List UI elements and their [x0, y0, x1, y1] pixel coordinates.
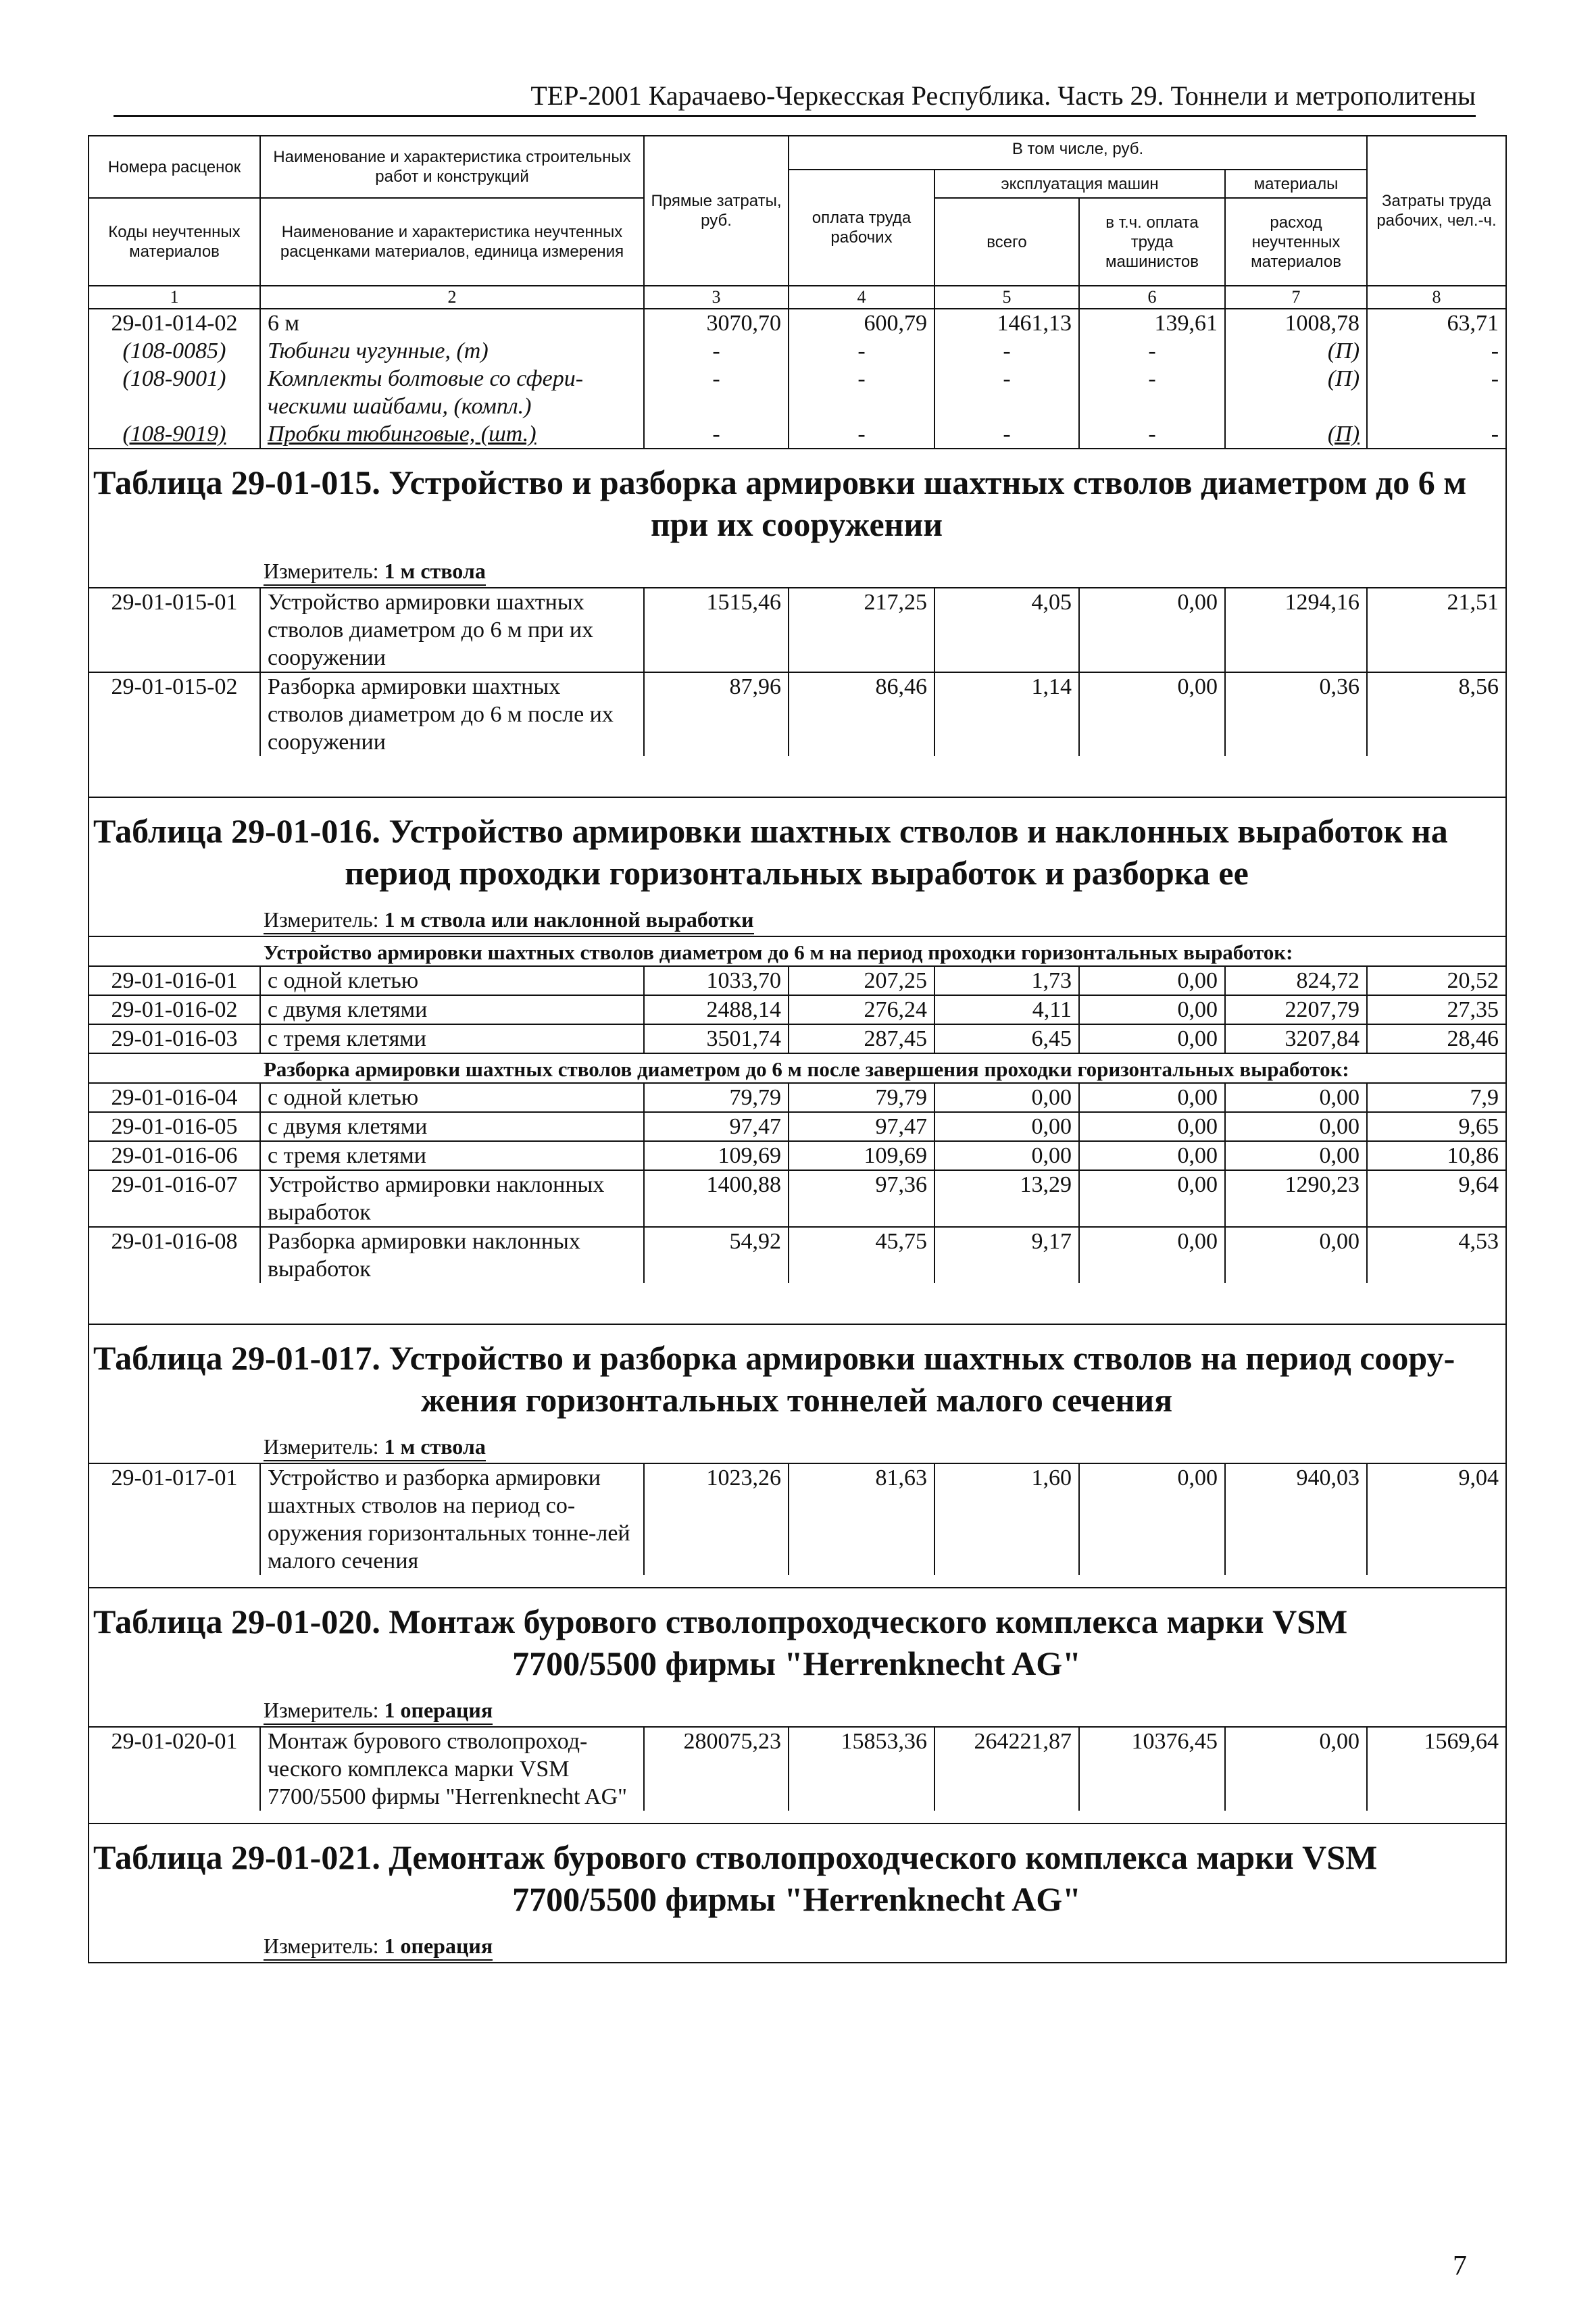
- row-materials: 2207,79: [1225, 995, 1367, 1024]
- row-labor-pay: 79,79: [789, 1083, 934, 1112]
- table-row: [89, 420, 1506, 449]
- row-direct: 280075,23: [644, 1727, 789, 1811]
- row-machines-labor: 0,00: [1079, 672, 1225, 756]
- title-line: Таблица 29-01-021. Демонтаж бурового стволопроходческого комплекса марки VSM: [93, 1838, 1378, 1876]
- table-row: [89, 1112, 1506, 1141]
- row-code: 29-01-015-01: [89, 588, 260, 672]
- row-materials: 1294,16: [1225, 588, 1367, 672]
- spacer: [89, 756, 1506, 797]
- row-direct: 3501,74: [644, 1024, 789, 1053]
- row-code: 29-01-016-06: [89, 1141, 260, 1170]
- row-labor-cost: 1569,64: [1367, 1727, 1506, 1811]
- row-machines-total: 0,00: [934, 1083, 1079, 1112]
- row-machines-total: -: [934, 420, 1079, 449]
- row-name: с одной клетью: [260, 966, 644, 995]
- row-machines-labor: 0,00: [1079, 966, 1225, 995]
- row-labor-pay: -: [789, 337, 934, 365]
- table-title-017: [89, 1324, 1506, 1430]
- row-labor-pay: 600,79: [789, 309, 934, 337]
- row-materials: (П): [1225, 365, 1367, 420]
- row-labor-cost: 7,9: [1367, 1083, 1506, 1112]
- row-labor-pay: 81,63: [789, 1463, 934, 1575]
- row-machines-total: -: [934, 337, 1079, 365]
- row-code: 29-01-016-04: [89, 1083, 260, 1112]
- row-labor-cost: 21,51: [1367, 588, 1506, 672]
- section-subheading: [89, 1053, 1506, 1083]
- row-code: 29-01-016-08: [89, 1227, 260, 1283]
- row-machines-total: 4,11: [934, 995, 1079, 1024]
- row-labor-pay: 45,75: [789, 1227, 934, 1283]
- subheading-text: Устройство армировки шахтных стволов диаметром до 6 м на период проходки горизонтальных выработок:: [89, 936, 1506, 966]
- row-machines-total: 1461,13: [934, 309, 1079, 337]
- row-name: с одной клетью: [260, 1083, 644, 1112]
- row-machines-total: 9,17: [934, 1227, 1079, 1283]
- row-machines-labor: 0,00: [1079, 1112, 1225, 1141]
- row-code: 29-01-020-01: [89, 1727, 260, 1811]
- price-table: [88, 135, 1507, 1963]
- row-machines-total: 264221,87: [934, 1727, 1079, 1811]
- title-line: при их сооружении: [650, 505, 943, 543]
- col-number: 2: [260, 286, 644, 309]
- row-machines-labor: 139,61: [1079, 309, 1225, 337]
- row-name: 6 м: [260, 309, 644, 337]
- head-codes: Номера расценок: [89, 136, 260, 198]
- row-direct: 109,69: [644, 1141, 789, 1170]
- row-labor-pay: 109,69: [789, 1141, 934, 1170]
- row-labor-pay: 207,25: [789, 966, 934, 995]
- table-title-020: [89, 1588, 1506, 1694]
- row-name: Устройство армировки наклонных выработок: [260, 1170, 644, 1227]
- row-name: Тюбинги чугунные, (т): [260, 337, 644, 365]
- row-code: 29-01-016-07: [89, 1170, 260, 1227]
- row-code: 29-01-016-03: [89, 1024, 260, 1053]
- row-materials: 1290,23: [1225, 1170, 1367, 1227]
- row-labor-cost: 9,64: [1367, 1170, 1506, 1227]
- row-direct: 79,79: [644, 1083, 789, 1112]
- table-title-016: [89, 797, 1506, 903]
- title-line: жения горизонтальных тоннелей малого сечения: [420, 1381, 1173, 1419]
- row-labor-cost: 28,46: [1367, 1024, 1506, 1053]
- row-code: 29-01-016-01: [89, 966, 260, 995]
- row-labor-cost: 63,71: [1367, 309, 1506, 337]
- measure-label: Измеритель:: [264, 559, 379, 583]
- title-line: Таблица 29-01-017. Устройство и разборка армировки шахтных стволов на период соору-: [93, 1339, 1455, 1377]
- row-materials: (П): [1225, 420, 1367, 449]
- title-line: Таблица 29-01-020. Монтаж бурового стволопроходческого комплекса марки VSM: [93, 1603, 1348, 1640]
- row-labor-cost: 8,56: [1367, 672, 1506, 756]
- title-line: 7700/5500 фирмы "Herrenknecht AG": [512, 1644, 1081, 1682]
- row-labor-pay: 276,24: [789, 995, 934, 1024]
- row-code: (108-0085): [89, 337, 260, 365]
- row-labor-pay: 86,46: [789, 672, 934, 756]
- row-direct: 87,96: [644, 672, 789, 756]
- row-code: (108-9019): [89, 420, 260, 449]
- table-title-021: [89, 1823, 1506, 1930]
- col-number: 6: [1079, 286, 1225, 309]
- measure-value: 1 операция: [384, 1698, 493, 1722]
- head-machines-labor: в т.ч. оплата труда машинистов: [1079, 198, 1225, 286]
- head-name: Наименование и характеристика строительных работ и конструкций: [260, 136, 644, 198]
- row-machines-labor: -: [1079, 420, 1225, 449]
- page-header: ТЕР-2001 Карачаево-Черкесская Республика. Часть 29. Тоннели и метрополитены: [114, 80, 1476, 117]
- measure-label: Измеритель:: [264, 1934, 379, 1958]
- row-machines-labor: 0,00: [1079, 1083, 1225, 1112]
- row-direct: 2488,14: [644, 995, 789, 1024]
- row-machines-total: 0,00: [934, 1141, 1079, 1170]
- row-materials: 940,03: [1225, 1463, 1367, 1575]
- row-machines-labor: 0,00: [1079, 995, 1225, 1024]
- measure-value: 1 м ствола или наклонной выработки: [384, 907, 754, 932]
- head-name2: Наименование и характеристика неучтенных расценками материалов, единица измерения: [260, 198, 644, 286]
- row-machines-total: 6,45: [934, 1024, 1079, 1053]
- col-number: 5: [934, 286, 1079, 309]
- table-row: [89, 1170, 1506, 1227]
- table-row: [89, 1024, 1506, 1053]
- row-materials: (П): [1225, 337, 1367, 365]
- subheading-text: Разборка армировки шахтных стволов диаметром до 6 м после завершения проходки горизонтальных выработок:: [89, 1053, 1506, 1083]
- table-row: [89, 1463, 1506, 1575]
- row-name: Разборка армировки шахтных стволов диаметром до 6 м после их сооружении: [260, 672, 644, 756]
- col-number: 3: [644, 286, 789, 309]
- row-labor-pay: 287,45: [789, 1024, 934, 1053]
- head-direct: Прямые затраты, руб.: [644, 136, 789, 286]
- row-labor-cost: 4,53: [1367, 1227, 1506, 1283]
- row-labor-pay: 217,25: [789, 588, 934, 672]
- row-labor-cost: 10,86: [1367, 1141, 1506, 1170]
- table-column-head: [89, 136, 1506, 286]
- measure-label: Измеритель:: [264, 907, 379, 932]
- row-name: с тремя клетями: [260, 1141, 644, 1170]
- row-materials: 0,00: [1225, 1727, 1367, 1811]
- head-materials: материалы: [1225, 170, 1367, 198]
- row-name: Устройство армировки шахтных стволов диаметром до 6 м при их сооружении: [260, 588, 644, 672]
- row-direct: 1400,88: [644, 1170, 789, 1227]
- title-line: 7700/5500 фирмы "Herrenknecht AG": [512, 1880, 1081, 1918]
- row-direct: 97,47: [644, 1112, 789, 1141]
- table-row: [89, 1083, 1506, 1112]
- page-number: 7: [1453, 2250, 1467, 2282]
- measure-row: [89, 903, 1506, 936]
- row-labor-pay: -: [789, 420, 934, 449]
- row-machines-total: 0,00: [934, 1112, 1079, 1141]
- row-materials: 0,00: [1225, 1141, 1367, 1170]
- row-code: 29-01-016-05: [89, 1112, 260, 1141]
- head-labor-pay: оплата труда рабочих: [789, 170, 934, 286]
- measure-value: 1 операция: [384, 1934, 493, 1958]
- row-machines-labor: 0,00: [1079, 1170, 1225, 1227]
- col-number: 4: [789, 286, 934, 309]
- row-direct: -: [644, 337, 789, 365]
- row-materials: 0,00: [1225, 1083, 1367, 1112]
- row-direct: 1023,26: [644, 1463, 789, 1575]
- row-machines-total: 1,60: [934, 1463, 1079, 1575]
- measure-row: [89, 1430, 1506, 1463]
- row-name: Разборка армировки наклонных выработок: [260, 1227, 644, 1283]
- row-machines-labor: 10376,45: [1079, 1727, 1225, 1811]
- col-number: 1: [89, 286, 260, 309]
- row-machines-labor: 0,00: [1079, 588, 1225, 672]
- table-row: [89, 309, 1506, 337]
- row-name: Монтаж бурового стволопроход-ческого комплекса марки VSM 7700/5500 фирмы "Herrenknecht AG": [260, 1727, 644, 1811]
- table-row: [89, 966, 1506, 995]
- column-numbers-row: [89, 286, 1506, 309]
- table-row: [89, 365, 1506, 420]
- title-line: период проходки горизонтальных выработок и разборка ее: [345, 854, 1249, 892]
- row-direct: 54,92: [644, 1227, 789, 1283]
- spacer: [89, 1811, 1506, 1823]
- row-machines-total: 1,73: [934, 966, 1079, 995]
- table-row: [89, 995, 1506, 1024]
- row-name: с двумя клетями: [260, 1112, 644, 1141]
- col-number: 8: [1367, 286, 1506, 309]
- row-materials: 3207,84: [1225, 1024, 1367, 1053]
- row-labor-pay: 97,36: [789, 1170, 934, 1227]
- head-machines-total: всего: [934, 198, 1079, 286]
- head-machines: эксплуатация машин: [934, 170, 1225, 198]
- head-materials-exp: расход неучтенных материалов: [1225, 198, 1367, 286]
- table-row: [89, 672, 1506, 756]
- row-name: Комплекты болтовые со сфери-ческими шайбами, (компл.): [260, 365, 644, 420]
- row-labor-pay: 97,47: [789, 1112, 934, 1141]
- row-labor-cost: 9,65: [1367, 1112, 1506, 1141]
- table-row: [89, 1727, 1506, 1811]
- table-row: [89, 337, 1506, 365]
- col-number: 7: [1225, 286, 1367, 309]
- measure-label: Измеритель:: [264, 1698, 379, 1722]
- table-row: [89, 1227, 1506, 1283]
- table-row: [89, 588, 1506, 672]
- row-machines-total: 13,29: [934, 1170, 1079, 1227]
- row-name: Устройство и разборка армировки шахтных стволов на период со-оружения горизонтальных тонне-лей малого сечения: [260, 1463, 644, 1575]
- row-direct: -: [644, 420, 789, 449]
- row-code: (108-9001): [89, 365, 260, 420]
- title-line: Таблица 29-01-016. Устройство армировки шахтных стволов и наклонных выработок на: [93, 812, 1448, 850]
- row-name: с тремя клетями: [260, 1024, 644, 1053]
- spacer: [89, 1283, 1506, 1324]
- table-title-015: [89, 449, 1506, 555]
- row-code: 29-01-015-02: [89, 672, 260, 756]
- measure-value: 1 м ствола: [384, 1434, 486, 1459]
- row-labor-cost: -: [1367, 420, 1506, 449]
- head-incl: В том числе, руб.: [789, 136, 1367, 170]
- row-direct: -: [644, 365, 789, 420]
- row-labor-pay: -: [789, 365, 934, 420]
- row-labor-pay: 15853,36: [789, 1727, 934, 1811]
- row-name: с двумя клетями: [260, 995, 644, 1024]
- row-machines-labor: -: [1079, 337, 1225, 365]
- measure-row: [89, 555, 1506, 588]
- row-materials: 0,00: [1225, 1112, 1367, 1141]
- row-machines-total: 1,14: [934, 672, 1079, 756]
- row-direct: 3070,70: [644, 309, 789, 337]
- measure-row: [89, 1694, 1506, 1727]
- row-machines-labor: -: [1079, 365, 1225, 420]
- row-code: 29-01-017-01: [89, 1463, 260, 1575]
- measure-row: [89, 1930, 1506, 1963]
- table-row: [89, 1141, 1506, 1170]
- row-name: Пробки тюбинговые, (шт.): [260, 420, 644, 449]
- row-machines-total: 4,05: [934, 588, 1079, 672]
- row-machines-labor: 0,00: [1079, 1024, 1225, 1053]
- row-labor-cost: 27,35: [1367, 995, 1506, 1024]
- row-machines-total: -: [934, 365, 1079, 420]
- row-materials: 0,36: [1225, 672, 1367, 756]
- row-machines-labor: 0,00: [1079, 1227, 1225, 1283]
- row-machines-labor: 0,00: [1079, 1141, 1225, 1170]
- row-machines-labor: 0,00: [1079, 1463, 1225, 1575]
- row-labor-cost: 20,52: [1367, 966, 1506, 995]
- row-materials: 0,00: [1225, 1227, 1367, 1283]
- row-labor-cost: -: [1367, 365, 1506, 420]
- measure-label: Измеритель:: [264, 1434, 379, 1459]
- row-direct: 1033,70: [644, 966, 789, 995]
- head-labor-cost: Затраты труда рабочих, чел.-ч.: [1367, 136, 1506, 286]
- spacer: [89, 1575, 1506, 1588]
- row-code: 29-01-016-02: [89, 995, 260, 1024]
- measure-value: 1 м ствола: [384, 559, 486, 583]
- section-subheading: [89, 936, 1506, 966]
- title-line: Таблица 29-01-015. Устройство и разборка армировки шахтных стволов диаметром до 6 м: [93, 463, 1467, 501]
- row-materials: 1008,78: [1225, 309, 1367, 337]
- row-labor-cost: 9,04: [1367, 1463, 1506, 1575]
- row-materials: 824,72: [1225, 966, 1367, 995]
- row-direct: 1515,46: [644, 588, 789, 672]
- row-code: 29-01-014-02: [89, 309, 260, 337]
- head-codes2: Коды неучтенных материалов: [89, 198, 260, 286]
- row-labor-cost: -: [1367, 337, 1506, 365]
